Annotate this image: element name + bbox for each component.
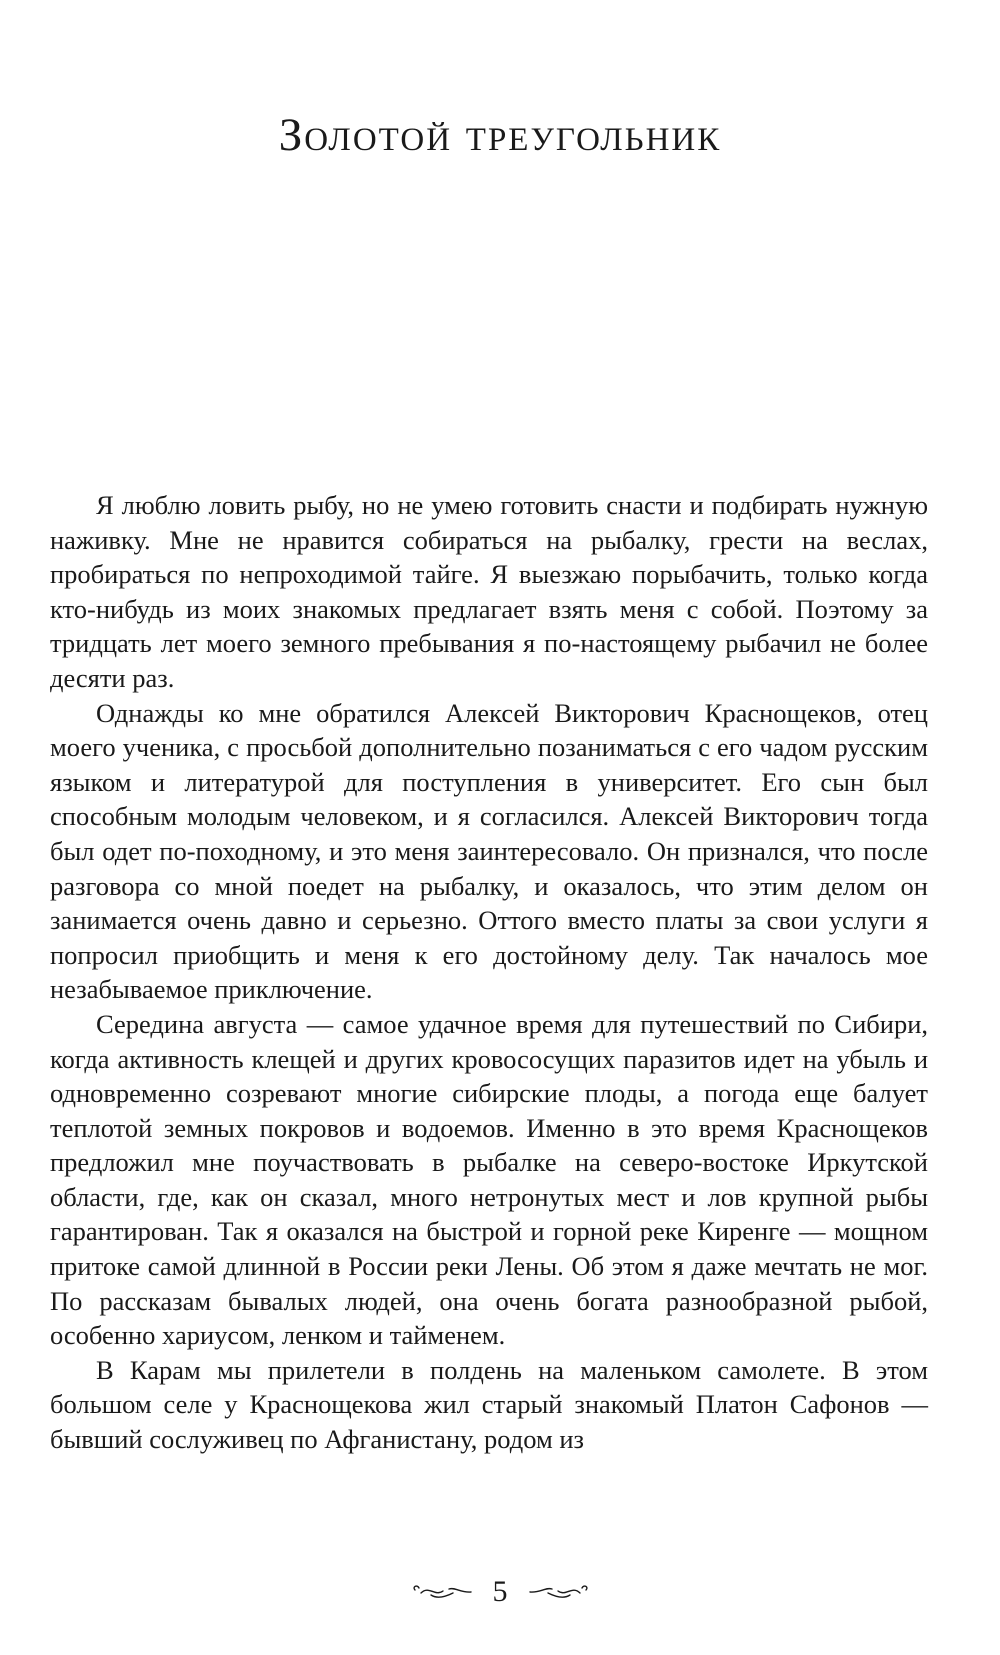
paragraph-4: В Карам мы прилетели в полдень на маленьком самолете. В этом большом селе у Краснощекова жил старый знакомый Платон Сафонов — бывший сослуживец по Афганистану, родом из	[50, 1354, 928, 1455]
left-flourish-icon	[409, 1581, 479, 1603]
paragraph-2: Однажды ко мне обратился Алексей Викторович Краснощеков, отец моего ученика, с просьбой дополнительно позаниматься с его чадом русским языком и литературой для поступления в университет. Его сын был способным молодым человеком, и я согласился. Алексей Викторович тогда был одет по-походному, и это меня заинтересовало. Он признался, что после разговора со мной поедет на рыбалку, и оказалось, что этим делом он занимается очень давно и серьезно. Оттого вместо платы за свои услуги я попросил приобщить и меня к его достойному делу. Так началось мое незабываемое приключение.	[50, 697, 928, 1005]
page-number: 5	[492, 1575, 508, 1608]
right-flourish-icon	[522, 1581, 592, 1603]
body-text	[50, 488, 928, 1457]
page-footer	[0, 1572, 1000, 1612]
paragraph-1: Я люблю ловить рыбу, но не умею готовить снасти и подбирать нужную наживку. Мне не нравится собираться на рыбалку, грести на веслах, пробираться по непроходимой тайге. Я выезжаю порыбачить, только когда кто-нибудь из моих знакомых предлагает взять меня с собой. Поэтому за тридцать лет моего земного пребывания я по-настоящему рыбачил не более десяти раз.	[50, 490, 928, 693]
paragraph-3: Середина августа — самое удачное время для путешествий по Сибири, когда активность клещей и других кровососущих паразитов идет на убыль и одновременно созревают многие сибирские плоды, а погода еще балует теплотой земных покровов и водоемов. Именно в это время Краснощеков предложил мне поучаствовать в рыбалке на северо-востоке Иркутской области, где, как он сказал, много нетронутых мест и лов крупной рыбы гарантирован. Так я оказался на быстрой и горной реке Киренге — мощном притоке самой длинной в России реки Лены. Об этом я даже мечтать не мог. По рассказам бывалых людей, она очень богата разнообразной рыбой, особенно хариусом, ленком и тайменем.	[50, 1008, 928, 1351]
chapter-title: Золотой треугольник	[278, 109, 722, 161]
